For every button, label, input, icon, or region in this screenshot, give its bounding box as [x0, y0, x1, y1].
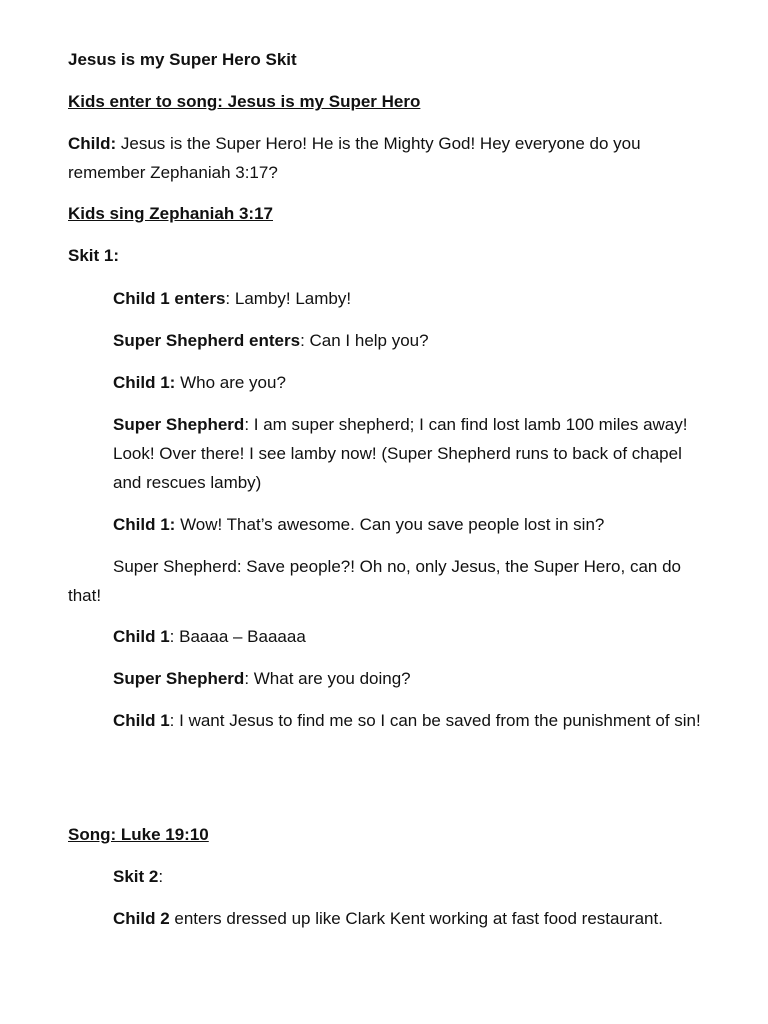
dialogue-text: Wow! That’s awesome. Can you save people lost in sin? [175, 515, 605, 534]
dialogue-text: : Can I help you? [300, 331, 429, 350]
speaker-label: Child 1: [113, 373, 176, 392]
sing-heading: Kids sing Zephaniah 3:17 [68, 204, 273, 223]
dialogue-text: Who are you? [175, 373, 286, 392]
dialogue-text: Jesus is the Super Hero! He is the Mighty God! Hey everyone do you remember Zephaniah 3:17? [68, 134, 641, 182]
skit1-line-3 [113, 368, 708, 397]
skit1-heading: Skit 1: [68, 246, 120, 265]
intro-song-heading: Kids enter to song: Jesus is my Super Hero [68, 92, 421, 111]
skit1-line-1 [113, 284, 708, 313]
skit1-line-4 [113, 410, 708, 497]
skit1-line-5 [113, 510, 708, 539]
speaker-label: Super Shepherd [113, 415, 245, 434]
dialogue-text: : What are you doing? [244, 669, 411, 688]
speaker-label: Child 1: [113, 515, 176, 534]
skit1-line-9 [68, 706, 708, 735]
document-title: Jesus is my Super Hero Skit [68, 50, 297, 69]
dialogue-text: : I am super shepherd; I can find lost lamb 100 miles away! Look! Over there! I see lamby now! (Super Shepherd runs to back of chapel and rescues lamby) [113, 415, 688, 492]
song-heading: Song: Luke 19:10 [68, 825, 209, 844]
skit1-line-6 [68, 552, 708, 610]
dialogue-text: : Lamby! Lamby! [225, 289, 352, 308]
speaker-label: Super Shepherd enters [113, 331, 301, 350]
speaker-label: Child 1 [113, 627, 170, 646]
dialogue-text: enters dressed up like Clark Kent working at fast food restaurant. [169, 909, 663, 928]
skit1-line-2 [113, 326, 708, 355]
skit2-heading: Skit 2: [113, 867, 164, 886]
speaker-label: Child: [68, 134, 117, 153]
speaker-label: Child 1 enters [113, 289, 226, 308]
dialogue-text: : Baaaa – Baaaaa [169, 627, 306, 646]
speaker-label: Child 1 [113, 711, 170, 730]
skit1-line-7 [113, 622, 708, 651]
speaker-label: Super Shepherd [113, 669, 245, 688]
dialogue-text: Super Shepherd: Save people?! Oh no, only Jesus, the Super Hero, can do that! [68, 557, 681, 605]
skit1-line-8 [113, 664, 708, 693]
child-line [68, 129, 708, 187]
speaker-label: Child 2 [113, 909, 170, 928]
dialogue-text: : I want Jesus to find me so I can be saved from the punishment of sin! [169, 711, 701, 730]
skit2-line-1 [113, 904, 708, 933]
